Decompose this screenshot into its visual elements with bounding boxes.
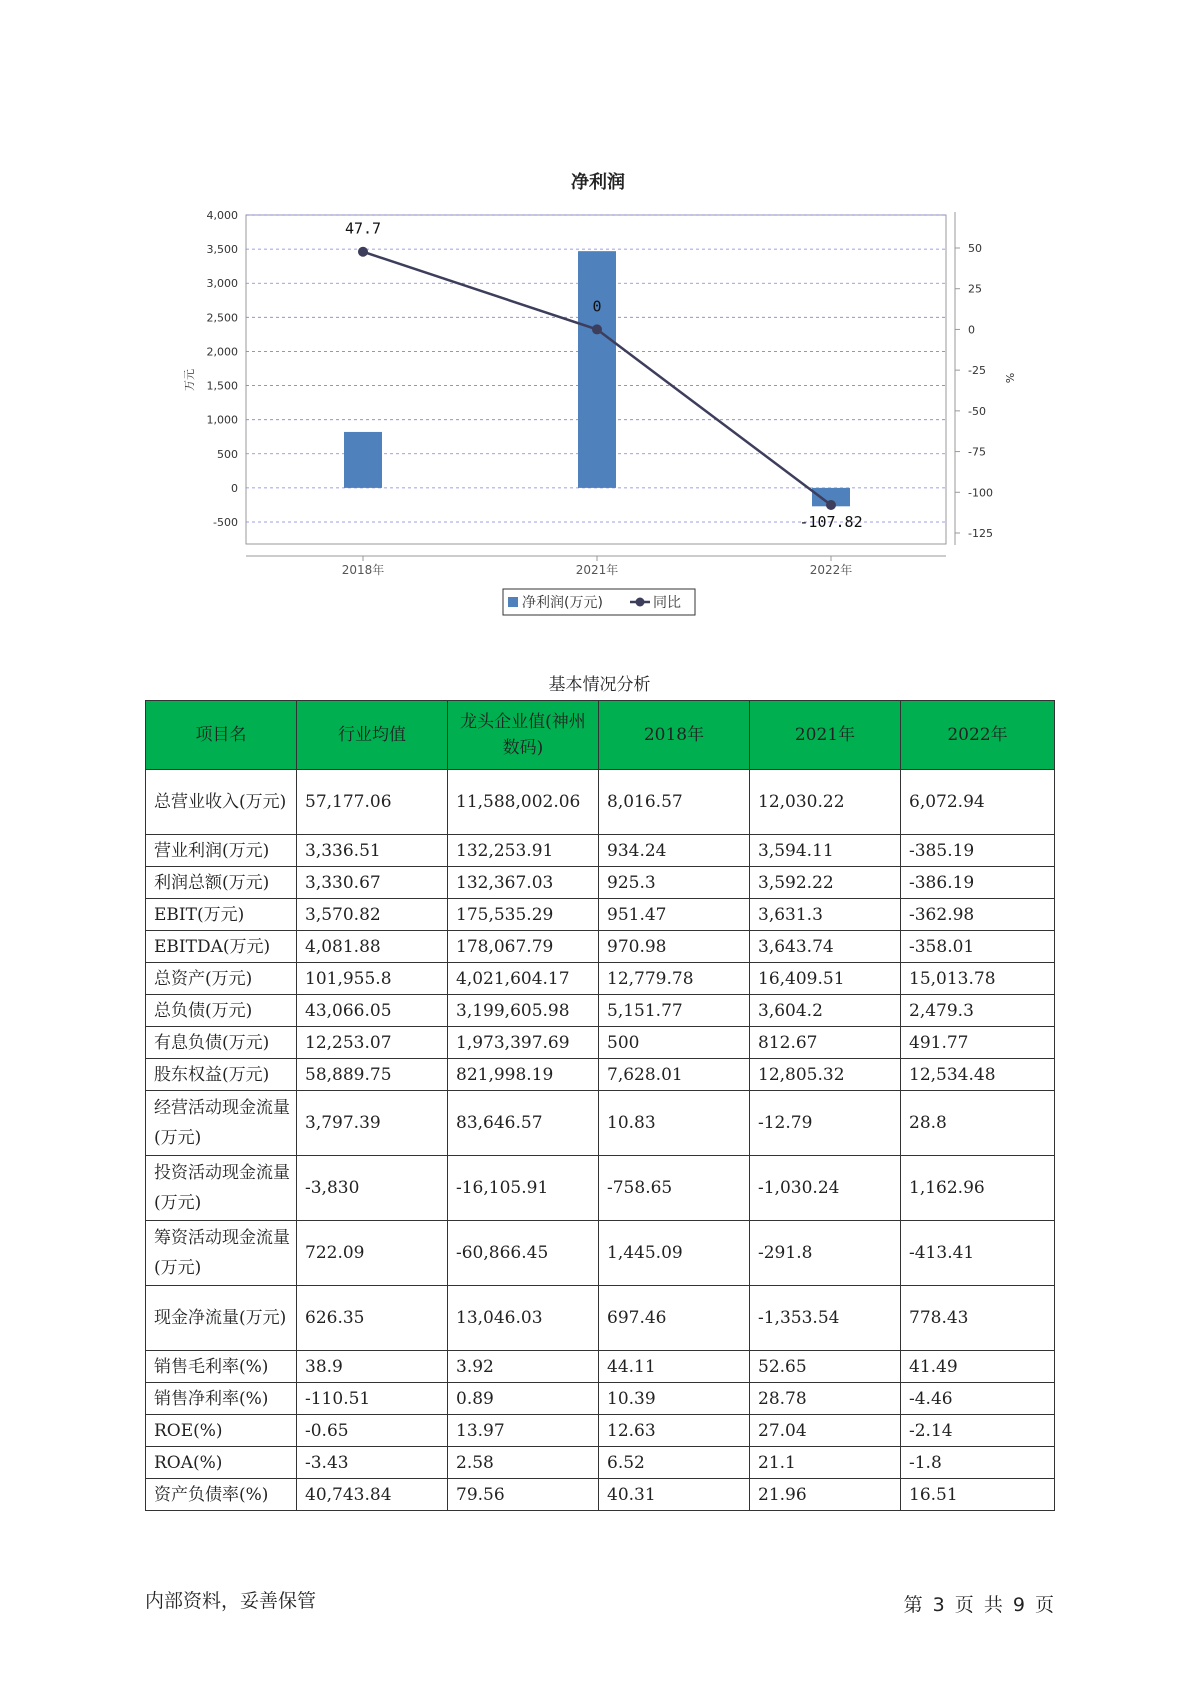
value-cell: 21.1 <box>750 1447 901 1479</box>
footer-confidential-note: 内部资料，妥善保管 <box>145 1590 317 1612</box>
value-cell: 778.43 <box>901 1286 1055 1351</box>
value-cell: 13,046.03 <box>448 1286 599 1351</box>
value-cell: 3,643.74 <box>750 931 901 963</box>
value-cell: 3,797.39 <box>297 1091 448 1156</box>
bar-net-profit <box>344 432 382 488</box>
footer-page-number: 第 3 页 共 9 页 <box>903 1594 1054 1616</box>
analysis-table <box>145 700 1055 1511</box>
row-label-cell: ROA(%) <box>146 1447 297 1479</box>
value-cell: 3,336.51 <box>297 835 448 867</box>
point-yoy <box>826 500 836 510</box>
chart-canvas <box>0 0 1191 640</box>
value-cell: -3.43 <box>297 1447 448 1479</box>
value-cell: 722.09 <box>297 1221 448 1286</box>
point-yoy <box>592 324 602 334</box>
value-cell: 821,998.19 <box>448 1059 599 1091</box>
value-cell: 44.11 <box>599 1351 750 1383</box>
value-cell: -1,030.24 <box>750 1156 901 1221</box>
value-cell: -110.51 <box>297 1383 448 1415</box>
value-cell: 4,081.88 <box>297 931 448 963</box>
value-cell: 7,628.01 <box>599 1059 750 1091</box>
value-cell: 3,570.82 <box>297 899 448 931</box>
value-cell: 5,151.77 <box>599 995 750 1027</box>
value-cell: 41.49 <box>901 1351 1055 1383</box>
value-cell: 1,445.09 <box>599 1221 750 1286</box>
x-tick-label: 2021年 <box>575 563 619 577</box>
table-row <box>146 931 1055 963</box>
value-cell: 175,535.29 <box>448 899 599 931</box>
value-cell: 8,016.57 <box>599 770 750 835</box>
value-cell: 2.58 <box>448 1447 599 1479</box>
table-row <box>146 867 1055 899</box>
table-row <box>146 1286 1055 1351</box>
y-tick-label: 1,000 <box>206 413 238 427</box>
value-cell: -60,866.45 <box>448 1221 599 1286</box>
row-label-cell: 营业利润(万元) <box>146 835 297 867</box>
value-cell: 3,330.67 <box>297 867 448 899</box>
value-cell: 6,072.94 <box>901 770 1055 835</box>
y-tick-label: 0 <box>231 481 238 495</box>
data-label-yoy: 47.7 <box>344 219 382 238</box>
value-cell: 12,805.32 <box>750 1059 901 1091</box>
bar-net-profit <box>578 251 616 488</box>
header-industry-avg: 行业均值 <box>297 701 448 770</box>
point-yoy <box>358 247 368 257</box>
row-label-cell: EBIT(万元) <box>146 899 297 931</box>
row-label-cell: 总营业收入(万元) <box>146 770 297 835</box>
value-cell: 38.9 <box>297 1351 448 1383</box>
row-label-cell: ROE(%) <box>146 1415 297 1447</box>
value-cell: 12,779.78 <box>599 963 750 995</box>
row-label-cell: 总负债(万元) <box>146 995 297 1027</box>
y2-tick-label: 0 <box>968 323 975 337</box>
table-body <box>146 770 1055 1511</box>
table-row <box>146 1221 1055 1286</box>
table-caption: 基本情况分析 <box>548 675 651 695</box>
table-row <box>146 835 1055 867</box>
table-row <box>146 1479 1055 1511</box>
y2-tick-label: -100 <box>968 486 993 500</box>
value-cell: 132,253.91 <box>448 835 599 867</box>
value-cell: -16,105.91 <box>448 1156 599 1221</box>
row-label-cell: 经营活动现金流量(万元) <box>146 1091 297 1156</box>
y2-axis-label: % <box>1003 372 1016 384</box>
value-cell: -0.65 <box>297 1415 448 1447</box>
row-label-cell: 股东权益(万元) <box>146 1059 297 1091</box>
row-label-cell: 销售净利率(%) <box>146 1383 297 1415</box>
table-row <box>146 770 1055 835</box>
value-cell: 626.35 <box>297 1286 448 1351</box>
y-axis-label: 万元 <box>183 369 196 391</box>
value-cell: 3,199,605.98 <box>448 995 599 1027</box>
row-label-cell: EBITDA(万元) <box>146 931 297 963</box>
value-cell: 1,162.96 <box>901 1156 1055 1221</box>
y2-tick-label: -50 <box>968 404 986 418</box>
table-row <box>146 1447 1055 1479</box>
value-cell: 28.78 <box>750 1383 901 1415</box>
table-row <box>146 1383 1055 1415</box>
value-cell: 101,955.8 <box>297 963 448 995</box>
y2-tick-label: -125 <box>968 527 993 540</box>
y-tick-label: 3,500 <box>206 243 238 257</box>
y2-tick-label: 50 <box>968 242 982 255</box>
value-cell: 2,479.3 <box>901 995 1055 1027</box>
value-cell: 16.51 <box>901 1479 1055 1511</box>
header-item-name: 项目名 <box>146 701 297 770</box>
data-label-yoy: -107.82 <box>799 513 863 532</box>
table-row <box>146 1027 1055 1059</box>
value-cell: 3,631.3 <box>750 899 901 931</box>
net-profit-chart <box>0 0 1191 640</box>
value-cell: 970.98 <box>599 931 750 963</box>
value-cell: 951.47 <box>599 899 750 931</box>
row-label-cell: 投资活动现金流量(万元) <box>146 1156 297 1221</box>
row-label-cell: 利润总额(万元) <box>146 867 297 899</box>
value-cell: -758.65 <box>599 1156 750 1221</box>
value-cell: 10.83 <box>599 1091 750 1156</box>
value-cell: 57,177.06 <box>297 770 448 835</box>
table-row <box>146 1091 1055 1156</box>
value-cell: -291.8 <box>750 1221 901 1286</box>
row-label-cell: 总资产(万元) <box>146 963 297 995</box>
value-cell: 4,021,604.17 <box>448 963 599 995</box>
table-row <box>146 995 1055 1027</box>
legend-label-yoy: 同比 <box>653 595 681 611</box>
value-cell: 3.92 <box>448 1351 599 1383</box>
value-cell: 178,067.79 <box>448 931 599 963</box>
y-tick-label: 500 <box>217 447 238 461</box>
y2-tick-label: -25 <box>968 364 986 378</box>
value-cell: 934.24 <box>599 835 750 867</box>
value-cell: 15,013.78 <box>901 963 1055 995</box>
value-cell: 40.31 <box>599 1479 750 1511</box>
table-row <box>146 1351 1055 1383</box>
x-tick-label: 2018年 <box>341 563 385 577</box>
value-cell: 491.77 <box>901 1027 1055 1059</box>
value-cell: 3,592.22 <box>750 867 901 899</box>
y-tick-label: -500 <box>213 516 238 529</box>
y-tick-label: 2,000 <box>206 345 238 359</box>
x-tick-label: 2022年 <box>809 563 853 577</box>
value-cell: -358.01 <box>901 931 1055 963</box>
value-cell: 58,889.75 <box>297 1059 448 1091</box>
value-cell: 132,367.03 <box>448 867 599 899</box>
chart-title: 净利润 <box>571 172 625 193</box>
value-cell: 28.8 <box>901 1091 1055 1156</box>
value-cell: 12,253.07 <box>297 1027 448 1059</box>
value-cell: -4.46 <box>901 1383 1055 1415</box>
y-tick-label: 1,500 <box>206 379 238 393</box>
value-cell: 12.63 <box>599 1415 750 1447</box>
value-cell: 0.89 <box>448 1383 599 1415</box>
header-2021: 2021年 <box>750 701 901 770</box>
value-cell: -1.8 <box>901 1447 1055 1479</box>
header-2022: 2022年 <box>901 701 1055 770</box>
value-cell: 925.3 <box>599 867 750 899</box>
value-cell: 697.46 <box>599 1286 750 1351</box>
value-cell: 812.67 <box>750 1027 901 1059</box>
value-cell: 12,030.22 <box>750 770 901 835</box>
value-cell: 6.52 <box>599 1447 750 1479</box>
row-label-cell: 现金净流量(万元) <box>146 1286 297 1351</box>
value-cell: 21.96 <box>750 1479 901 1511</box>
value-cell: 16,409.51 <box>750 963 901 995</box>
legend-label-net-profit: 净利润(万元) <box>522 595 603 611</box>
value-cell: -362.98 <box>901 899 1055 931</box>
value-cell: 40,743.84 <box>297 1479 448 1511</box>
table-header-row <box>146 701 1055 770</box>
value-cell: -386.19 <box>901 867 1055 899</box>
value-cell: 27.04 <box>750 1415 901 1447</box>
value-cell: 3,604.2 <box>750 995 901 1027</box>
y-tick-label: 3,000 <box>206 277 238 291</box>
value-cell: 500 <box>599 1027 750 1059</box>
y2-tick-label: -75 <box>968 445 986 459</box>
value-cell: -413.41 <box>901 1221 1055 1286</box>
value-cell: -12.79 <box>750 1091 901 1156</box>
value-cell: 79.56 <box>448 1479 599 1511</box>
y2-tick-label: 25 <box>968 282 982 296</box>
row-label-cell: 资产负债率(%) <box>146 1479 297 1511</box>
row-label-cell: 销售毛利率(%) <box>146 1351 297 1383</box>
value-cell: -2.14 <box>901 1415 1055 1447</box>
value-cell: 13.97 <box>448 1415 599 1447</box>
value-cell: 43,066.05 <box>297 995 448 1027</box>
legend-swatch-point <box>636 598 645 607</box>
value-cell: 1,973,397.69 <box>448 1027 599 1059</box>
header-leader-value: 龙头企业值(神州数码) <box>448 701 599 770</box>
legend-swatch-bar <box>508 597 518 607</box>
table-row <box>146 1059 1055 1091</box>
table-row <box>146 1156 1055 1221</box>
value-cell: 3,594.11 <box>750 835 901 867</box>
data-label-yoy: 0 <box>592 297 602 316</box>
value-cell: -385.19 <box>901 835 1055 867</box>
y-tick-label: 4,000 <box>206 209 238 222</box>
table-row <box>146 899 1055 931</box>
row-label-cell: 有息负债(万元) <box>146 1027 297 1059</box>
value-cell: 52.65 <box>750 1351 901 1383</box>
value-cell: 10.39 <box>599 1383 750 1415</box>
value-cell: -1,353.54 <box>750 1286 901 1351</box>
table-row <box>146 963 1055 995</box>
header-2018: 2018年 <box>599 701 750 770</box>
value-cell: -3,830 <box>297 1156 448 1221</box>
value-cell: 12,534.48 <box>901 1059 1055 1091</box>
value-cell: 11,588,002.06 <box>448 770 599 835</box>
y-tick-label: 2,500 <box>206 311 238 325</box>
table-row <box>146 1415 1055 1447</box>
row-label-cell: 筹资活动现金流量(万元) <box>146 1221 297 1286</box>
value-cell: 83,646.57 <box>448 1091 599 1156</box>
